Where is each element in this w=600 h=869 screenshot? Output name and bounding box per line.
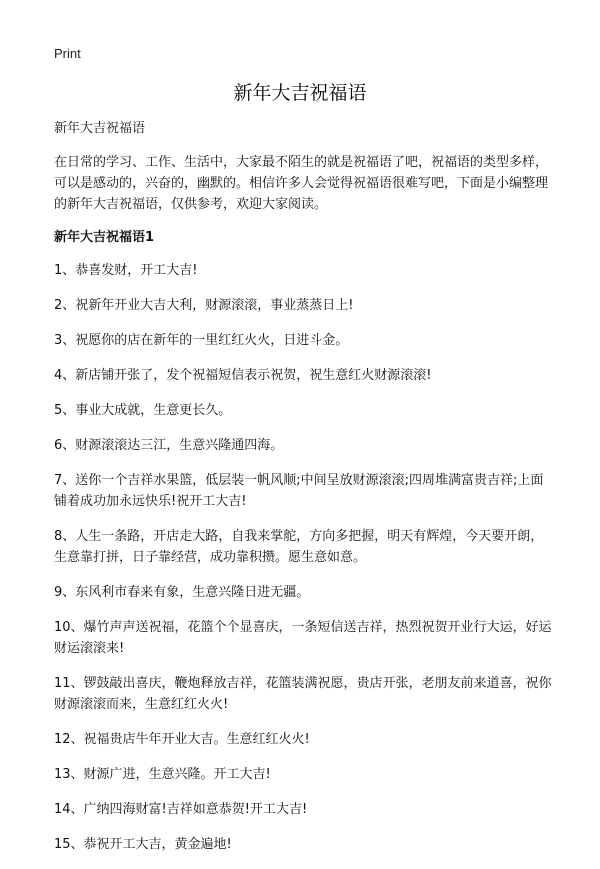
- list-item: 5、事业大成就，生意更长久。: [54, 403, 232, 418]
- section-heading: 新年大吉祝福语1: [54, 230, 155, 245]
- article-body: [54, 118, 554, 869]
- list-item: 1、恭喜发财，开工大吉!: [54, 263, 198, 278]
- page-title: 新年大吉祝福语: [233, 82, 367, 104]
- blessing-list: [54, 260, 554, 855]
- intro-paragraph: 在日常的学习、工作、生活中，大家最不陌生的就是祝福语了吧，祝福语的类型多样，可以是感动的，兴奋的，幽默的。相信许多人会觉得祝福语很难写吧，下面是小编整理的新年大吉祝福语，仅供参考，欢迎大家阅读。: [54, 155, 549, 212]
- list-item: 14、广纳四海财富!吉祥如意恭贺!开工大吉!: [54, 802, 308, 817]
- list-item: 6、财源滚滚达三江，生意兴隆通四海。: [54, 438, 284, 453]
- list-item: 11、锣鼓敲出喜庆，鞭炮释放吉祥，花篮装满祝愿，贵店开张，老朋友前来道喜，祝你财源滚滚而来，生意红红火火!: [54, 676, 552, 712]
- list-item: 9、东风利市春来有象，生意兴隆日进无疆。: [54, 585, 310, 600]
- article-subtitle: 新年大吉祝福语: [54, 121, 146, 136]
- list-item: 3、祝愿你的店在新年的一里红红火火，日进斗金。: [54, 333, 349, 348]
- list-item: 10、爆竹声声送祝福，花篮个个显喜庆，一条短信送吉祥，热烈祝贺开业行大运，好运财运滚滚来!: [54, 620, 552, 656]
- list-item: 13、财源广进，生意兴隆。开工大吉!: [54, 767, 271, 782]
- print-link[interactable]: Print: [54, 46, 81, 61]
- list-item: 15、恭祝开工大吉，黄金遍地!: [54, 837, 232, 852]
- list-item: 4、新店铺开张了，发个祝福短信表示祝贺，祝生意红火财源滚滚!: [54, 368, 432, 383]
- list-item: 12、祝福贵店牛年开业大吉。生意红红火火!: [54, 732, 310, 747]
- list-item: 7、送你一个吉祥水果篮，低层装一帆风顺;中间呈放财源滚滚;四周堆满富贵吉祥;上面铺着成功加永远快乐!祝开工大吉!: [54, 473, 544, 509]
- list-item: 8、人生一条路，开店走大路，自我来掌舵，方向多把握，明天有辉煌，今天要开朗，生意靠打拼，日子靠经营，成功靠积攒。愿生意如意。: [54, 529, 544, 565]
- list-item: 2、祝新年开业大吉大利，财源滚滚，事业蒸蒸日上!: [54, 298, 354, 313]
